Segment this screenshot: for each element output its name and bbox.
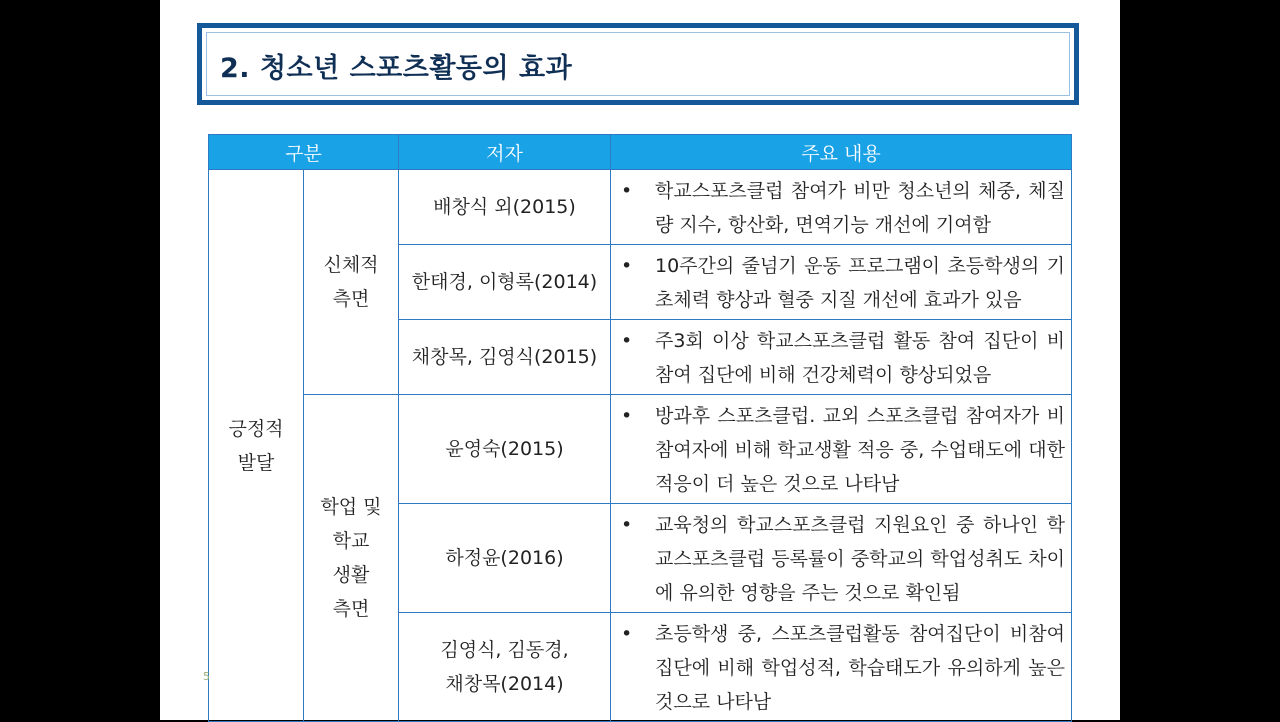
author-cell: 채창목, 김영식(2015) — [399, 320, 611, 395]
content-cell — [611, 504, 1072, 613]
bullet-icon: • — [621, 514, 633, 536]
author-cell: 배창식 외(2015) — [399, 170, 611, 245]
bullet-icon: • — [621, 405, 633, 427]
bullet-icon: • — [621, 180, 633, 202]
table-row — [209, 170, 1072, 245]
content-cell — [611, 395, 1072, 504]
author-cell: 윤영숙(2015) — [399, 395, 611, 504]
author-cell: 한태경, 이형록(2014) — [399, 245, 611, 320]
header-category: 구분 — [209, 135, 399, 170]
group-physical: 신체적 측면 — [323, 254, 379, 310]
category-main: 긍정적 발달 — [228, 417, 284, 474]
content-cell — [611, 170, 1072, 245]
header-author: 저자 — [399, 135, 611, 170]
group-academic-cell — [304, 395, 399, 722]
slide-title: 2. 청소년 스포츠활동의 효과 — [220, 53, 573, 84]
category-main-cell — [209, 170, 304, 722]
author-cell: 하정윤(2016) — [399, 504, 611, 613]
header-content: 주요 내용 — [611, 135, 1072, 170]
group-academic: 학업 및 학교 생활 측면 — [320, 496, 382, 620]
content-text: 10주간의 줄넘기 운동 프로그램이 초등학생의 기초체력 향상과 혈중 지질 개선에 효과가 있음 — [655, 255, 1065, 311]
page-number: 5 — [203, 670, 210, 683]
effects-table — [208, 134, 1072, 722]
content-text: 방과후 스포츠클럽. 교외 스포츠클럽 참여자가 비참여자에 비해 학교생활 적응 중, 수업태도에 대한 적응이 더 높은 것으로 나타남 — [655, 405, 1065, 495]
bullet-icon: • — [621, 330, 633, 352]
content-cell — [611, 245, 1072, 320]
table-row — [209, 395, 1072, 504]
title-box — [197, 23, 1079, 105]
group-physical-cell — [304, 170, 399, 395]
content-text: 주3회 이상 학교스포츠클럽 활동 참여 집단이 비참여 집단에 비해 건강체력이 향상되었음 — [655, 330, 1065, 386]
slide — [160, 0, 1120, 720]
content-cell — [611, 320, 1072, 395]
content-text: 교육청의 학교스포츠클럽 지원요인 중 하나인 학교스포츠클럽 등록률이 중학교의 학업성취도 차이에 유의한 영향을 주는 것으로 확인됨 — [655, 514, 1065, 604]
content-text: 초등학생 중, 스포츠클럽활동 참여집단이 비참여 집단에 비해 학업성적, 학습태도가 유의하게 높은 것으로 나타남 — [655, 623, 1065, 713]
author-cell: 김영식, 김동경, 채창목(2014) — [399, 613, 611, 722]
bullet-icon: • — [621, 255, 633, 277]
header-row — [209, 135, 1072, 170]
content-cell — [611, 613, 1072, 722]
bullet-icon: • — [621, 623, 633, 645]
content-text: 학교스포츠클럽 참여가 비만 청소년의 체중, 체질량 지수, 항산화, 면역기능 개선에 기여함 — [655, 180, 1065, 236]
